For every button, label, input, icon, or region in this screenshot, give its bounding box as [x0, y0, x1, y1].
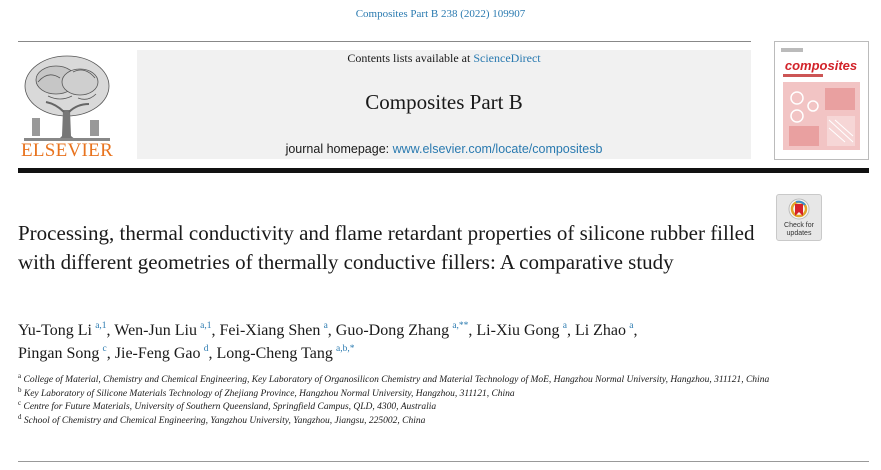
article-title: Processing, thermal conductivity and flame retardant properties of silicone rubber filled with different geometries of thermally conductive fillers: A comparative study [18, 221, 755, 274]
author[interactable] [115, 345, 209, 362]
author-name: Guo-Dong Zhang [335, 322, 450, 339]
affiliation-text: Centre for Future Materials, University of Southern Queensland, Springfield Campus, QLD, 4300, Australia [21, 402, 437, 412]
author[interactable] [114, 322, 211, 339]
affiliation-item [18, 401, 778, 415]
author-name: Li-Xiu Gong [476, 322, 560, 339]
affiliation-item [18, 374, 778, 388]
author[interactable] [476, 322, 567, 339]
affiliation-item [18, 412, 778, 429]
author-affiliation-mark[interactable]: a,** [452, 321, 469, 331]
author-name: Li Zhao [574, 322, 627, 339]
check-for-updates-badge[interactable] [776, 194, 822, 241]
contents-line: Contents lists available at ScienceDirect [347, 51, 541, 65]
header-divider [18, 41, 751, 42]
author-affiliation-mark[interactable]: a [323, 321, 328, 331]
author-affiliation-mark[interactable]: a,1 [95, 321, 107, 331]
author-name: Jie-Feng Gao [114, 345, 201, 362]
author-separator: , [106, 345, 115, 362]
author[interactable] [18, 345, 107, 362]
author[interactable] [336, 322, 469, 339]
author-separator: , [208, 345, 217, 362]
author-separator: , [633, 322, 638, 339]
journal-citation[interactable]: Composites Part B 238 (2022) 109907 [355, 8, 526, 20]
author-name: Wen-Jun Liu [114, 322, 197, 339]
author-list [18, 319, 778, 365]
affiliation-text: School of Chemistry and Chemical Engineering, Yangzhou University, Yangzhou, Jiangsu, 225002, China [21, 415, 426, 426]
author-name: Pingan Song [18, 345, 100, 362]
author-name: Long-Cheng Tang [216, 345, 333, 362]
affiliation-mark: c [18, 399, 22, 407]
bottom-divider [18, 461, 869, 462]
author-affiliation-mark[interactable]: a [562, 321, 567, 331]
sciencedirect-link[interactable]: ScienceDirect [473, 51, 541, 65]
journal-cover[interactable] [774, 41, 869, 160]
elsevier-wordmark: ELSEVIER [20, 140, 114, 161]
affiliations [18, 374, 778, 428]
affiliation-text: College of Material, Chemistry and Chemical Engineering, Key Laboratory of Organosilicon Chemistry and Material Technology of MoE, Hangzhou Normal University, Hangzhou, 311121, China [21, 375, 770, 385]
badge-label: Check for updates [784, 222, 814, 237]
author[interactable] [220, 322, 328, 339]
author-affiliation-mark[interactable]: a [629, 321, 634, 331]
affiliation-mark: d [18, 412, 22, 421]
author-name: Yu-Tong Li [18, 322, 92, 339]
author-separator: , [106, 322, 115, 339]
author[interactable] [575, 322, 634, 339]
cover-title: composites [784, 58, 858, 73]
author-separator: , [468, 322, 477, 339]
homepage-line: journal homepage: www.elsevier.com/locate/compositesb [285, 142, 603, 156]
author-name: Fei-Xiang Shen [219, 322, 321, 339]
author-affiliation-mark[interactable]: a,b,* [336, 344, 355, 354]
affiliation-mark: b [18, 385, 22, 394]
homepage-link[interactable]: www.elsevier.com/locate/compositesb [392, 142, 603, 156]
cover-image [775, 42, 868, 159]
affiliation-item [18, 385, 778, 402]
author[interactable] [216, 345, 354, 362]
bookmark-icon [777, 195, 821, 223]
affiliation-mark: a [18, 372, 22, 380]
header-thick-rule [18, 168, 869, 173]
journal-title: Composites Part B [365, 90, 523, 114]
author-affiliation-mark[interactable]: a,1 [200, 321, 212, 331]
author-separator: , [327, 322, 336, 339]
affiliation-text: Key Laboratory of Silicone Materials Technology of Zhejiang Province, Hangzhou Normal University, Hangzhou, 311121, China [21, 388, 515, 399]
author-affiliation-mark[interactable]: c [102, 344, 107, 354]
author-separator: , [211, 322, 220, 339]
author-separator: , [566, 322, 575, 339]
author[interactable] [18, 322, 107, 339]
author-affiliation-mark[interactable]: d [203, 344, 209, 354]
